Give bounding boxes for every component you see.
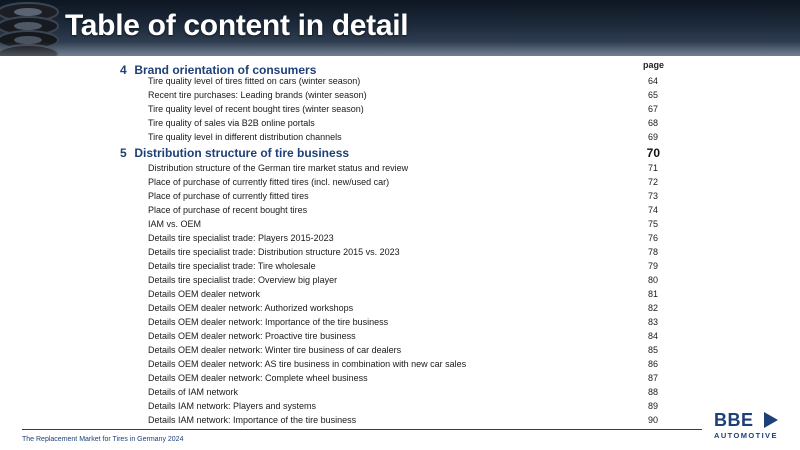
toc-row-page: 69	[647, 132, 658, 142]
toc-row[interactable]	[148, 329, 658, 343]
toc-row-page: 88	[647, 387, 658, 397]
toc-row-label: Tire quality level of recent bought tires (winter season)	[148, 104, 364, 114]
toc-row[interactable]	[148, 385, 658, 399]
toc-row-page: 75	[647, 219, 658, 229]
toc-row-label: Details tire specialist trade: Overview big player	[148, 275, 338, 285]
toc-row[interactable]	[148, 413, 658, 427]
toc-row[interactable]	[148, 189, 658, 203]
toc-row-label: Details IAM network: Players and systems	[148, 401, 317, 411]
toc-row-label: Details OEM dealer network: Importance of the tire business	[148, 317, 389, 327]
toc-row-page: 82	[647, 303, 658, 313]
toc-row-page: 65	[647, 90, 658, 100]
toc-row-label: Place of purchase of currently fitted tires (incl. new/used car)	[148, 177, 390, 187]
toc-row-label: Details tire specialist trade: Tire wholesale	[148, 261, 316, 271]
toc-row-label: Details OEM dealer network: Authorized workshops	[148, 303, 354, 313]
section-number: 5	[120, 146, 127, 160]
toc-row[interactable]	[148, 245, 658, 259]
toc-row-label: Details tire specialist trade: Players 2015-2023	[148, 233, 334, 243]
bbe-automotive-logo	[714, 411, 786, 441]
toc-row-label: Details OEM dealer network: Winter tire business of car dealers	[148, 345, 402, 355]
toc-row[interactable]	[148, 259, 658, 273]
toc-row-label: Details IAM network: Importance of the tire business	[148, 415, 357, 425]
toc-row-page: 76	[647, 233, 658, 243]
toc-row-page: 90	[647, 415, 658, 425]
toc-row[interactable]	[148, 130, 658, 144]
toc-row-label: Details OEM dealer network: Proactive tire business	[148, 331, 356, 341]
section-page: 70	[646, 146, 660, 160]
section-title: Distribution structure of tire business	[134, 146, 350, 160]
toc-row[interactable]	[148, 175, 658, 189]
toc-row[interactable]	[148, 88, 658, 102]
section-number: 4	[120, 63, 127, 77]
toc-row-page: 83	[647, 317, 658, 327]
toc-row-page: 74	[647, 205, 658, 215]
footer-divider	[22, 429, 702, 430]
toc-row-page: 64	[647, 76, 658, 86]
toc-row[interactable]	[148, 371, 658, 385]
toc-row-page: 81	[647, 289, 658, 299]
page-column-label: page	[643, 60, 665, 70]
toc-row-page: 79	[647, 261, 658, 271]
toc-row-page: 86	[647, 359, 658, 369]
toc-row[interactable]	[148, 116, 658, 130]
tire-stack-icon	[0, 0, 62, 56]
section-title: Brand orientation of consumers	[134, 63, 317, 77]
toc-row-page: 68	[647, 118, 658, 128]
toc-row-page: 73	[647, 191, 658, 201]
toc-row-label: Place of purchase of recent bought tires	[148, 205, 308, 215]
toc-row[interactable]	[148, 203, 658, 217]
toc-row-label: Details tire specialist trade: Distribution structure 2015 vs. 2023	[148, 247, 400, 257]
toc-row-label: Tire quality level of tires fitted on cars (winter season)	[148, 76, 361, 86]
title-banner	[0, 0, 800, 56]
logo-sub-text: AUTOMOTIVE	[714, 431, 778, 440]
toc-row[interactable]	[148, 301, 658, 315]
toc-row-page: 72	[647, 177, 658, 187]
footer-text: The Replacement Market for Tires in Germany 2024	[22, 436, 184, 443]
toc-row[interactable]	[148, 399, 658, 413]
toc-row[interactable]	[148, 357, 658, 371]
toc-row-label: IAM vs. OEM	[148, 219, 202, 229]
toc-row-page: 85	[647, 345, 658, 355]
toc-row-label: Recent tire purchases: Leading brands (winter season)	[148, 90, 367, 100]
toc-row-label: Tire quality level in different distribution channels	[148, 132, 342, 142]
toc-row[interactable]	[148, 287, 658, 301]
section-heading-5[interactable]	[120, 146, 660, 162]
toc-row-page: 78	[647, 247, 658, 257]
toc-row-label: Tire quality of sales via B2B online portals	[148, 118, 315, 128]
toc-row-page: 89	[647, 401, 658, 411]
toc-row-page: 80	[647, 275, 658, 285]
toc-row-label: Details OEM dealer network: Complete wheel business	[148, 373, 368, 383]
toc-row-page: 71	[647, 163, 658, 173]
toc-row-label: Details OEM dealer network	[148, 289, 261, 299]
logo-arrow-icon	[764, 412, 778, 428]
toc-row-label: Details OEM dealer network: AS tire business in combination with new car sales	[148, 359, 467, 369]
toc-row[interactable]	[148, 217, 658, 231]
toc-row[interactable]	[148, 74, 658, 88]
toc-row[interactable]	[148, 343, 658, 357]
logo-main-text: BBE	[714, 410, 754, 430]
toc-row-label: Distribution structure of the German tire market status and review	[148, 163, 409, 173]
page-title: Table of content in detail	[65, 9, 409, 42]
toc-row-label: Details of IAM network	[148, 387, 239, 397]
toc-row-label: Place of purchase of currently fitted tires	[148, 191, 309, 201]
toc-row-page: 87	[647, 373, 658, 383]
toc-row[interactable]	[148, 273, 658, 287]
toc-row-page: 67	[647, 104, 658, 114]
toc-row[interactable]	[148, 315, 658, 329]
toc-row[interactable]	[148, 161, 658, 175]
toc-row-page: 84	[647, 331, 658, 341]
toc-row[interactable]	[148, 102, 658, 116]
toc-row[interactable]	[148, 231, 658, 245]
